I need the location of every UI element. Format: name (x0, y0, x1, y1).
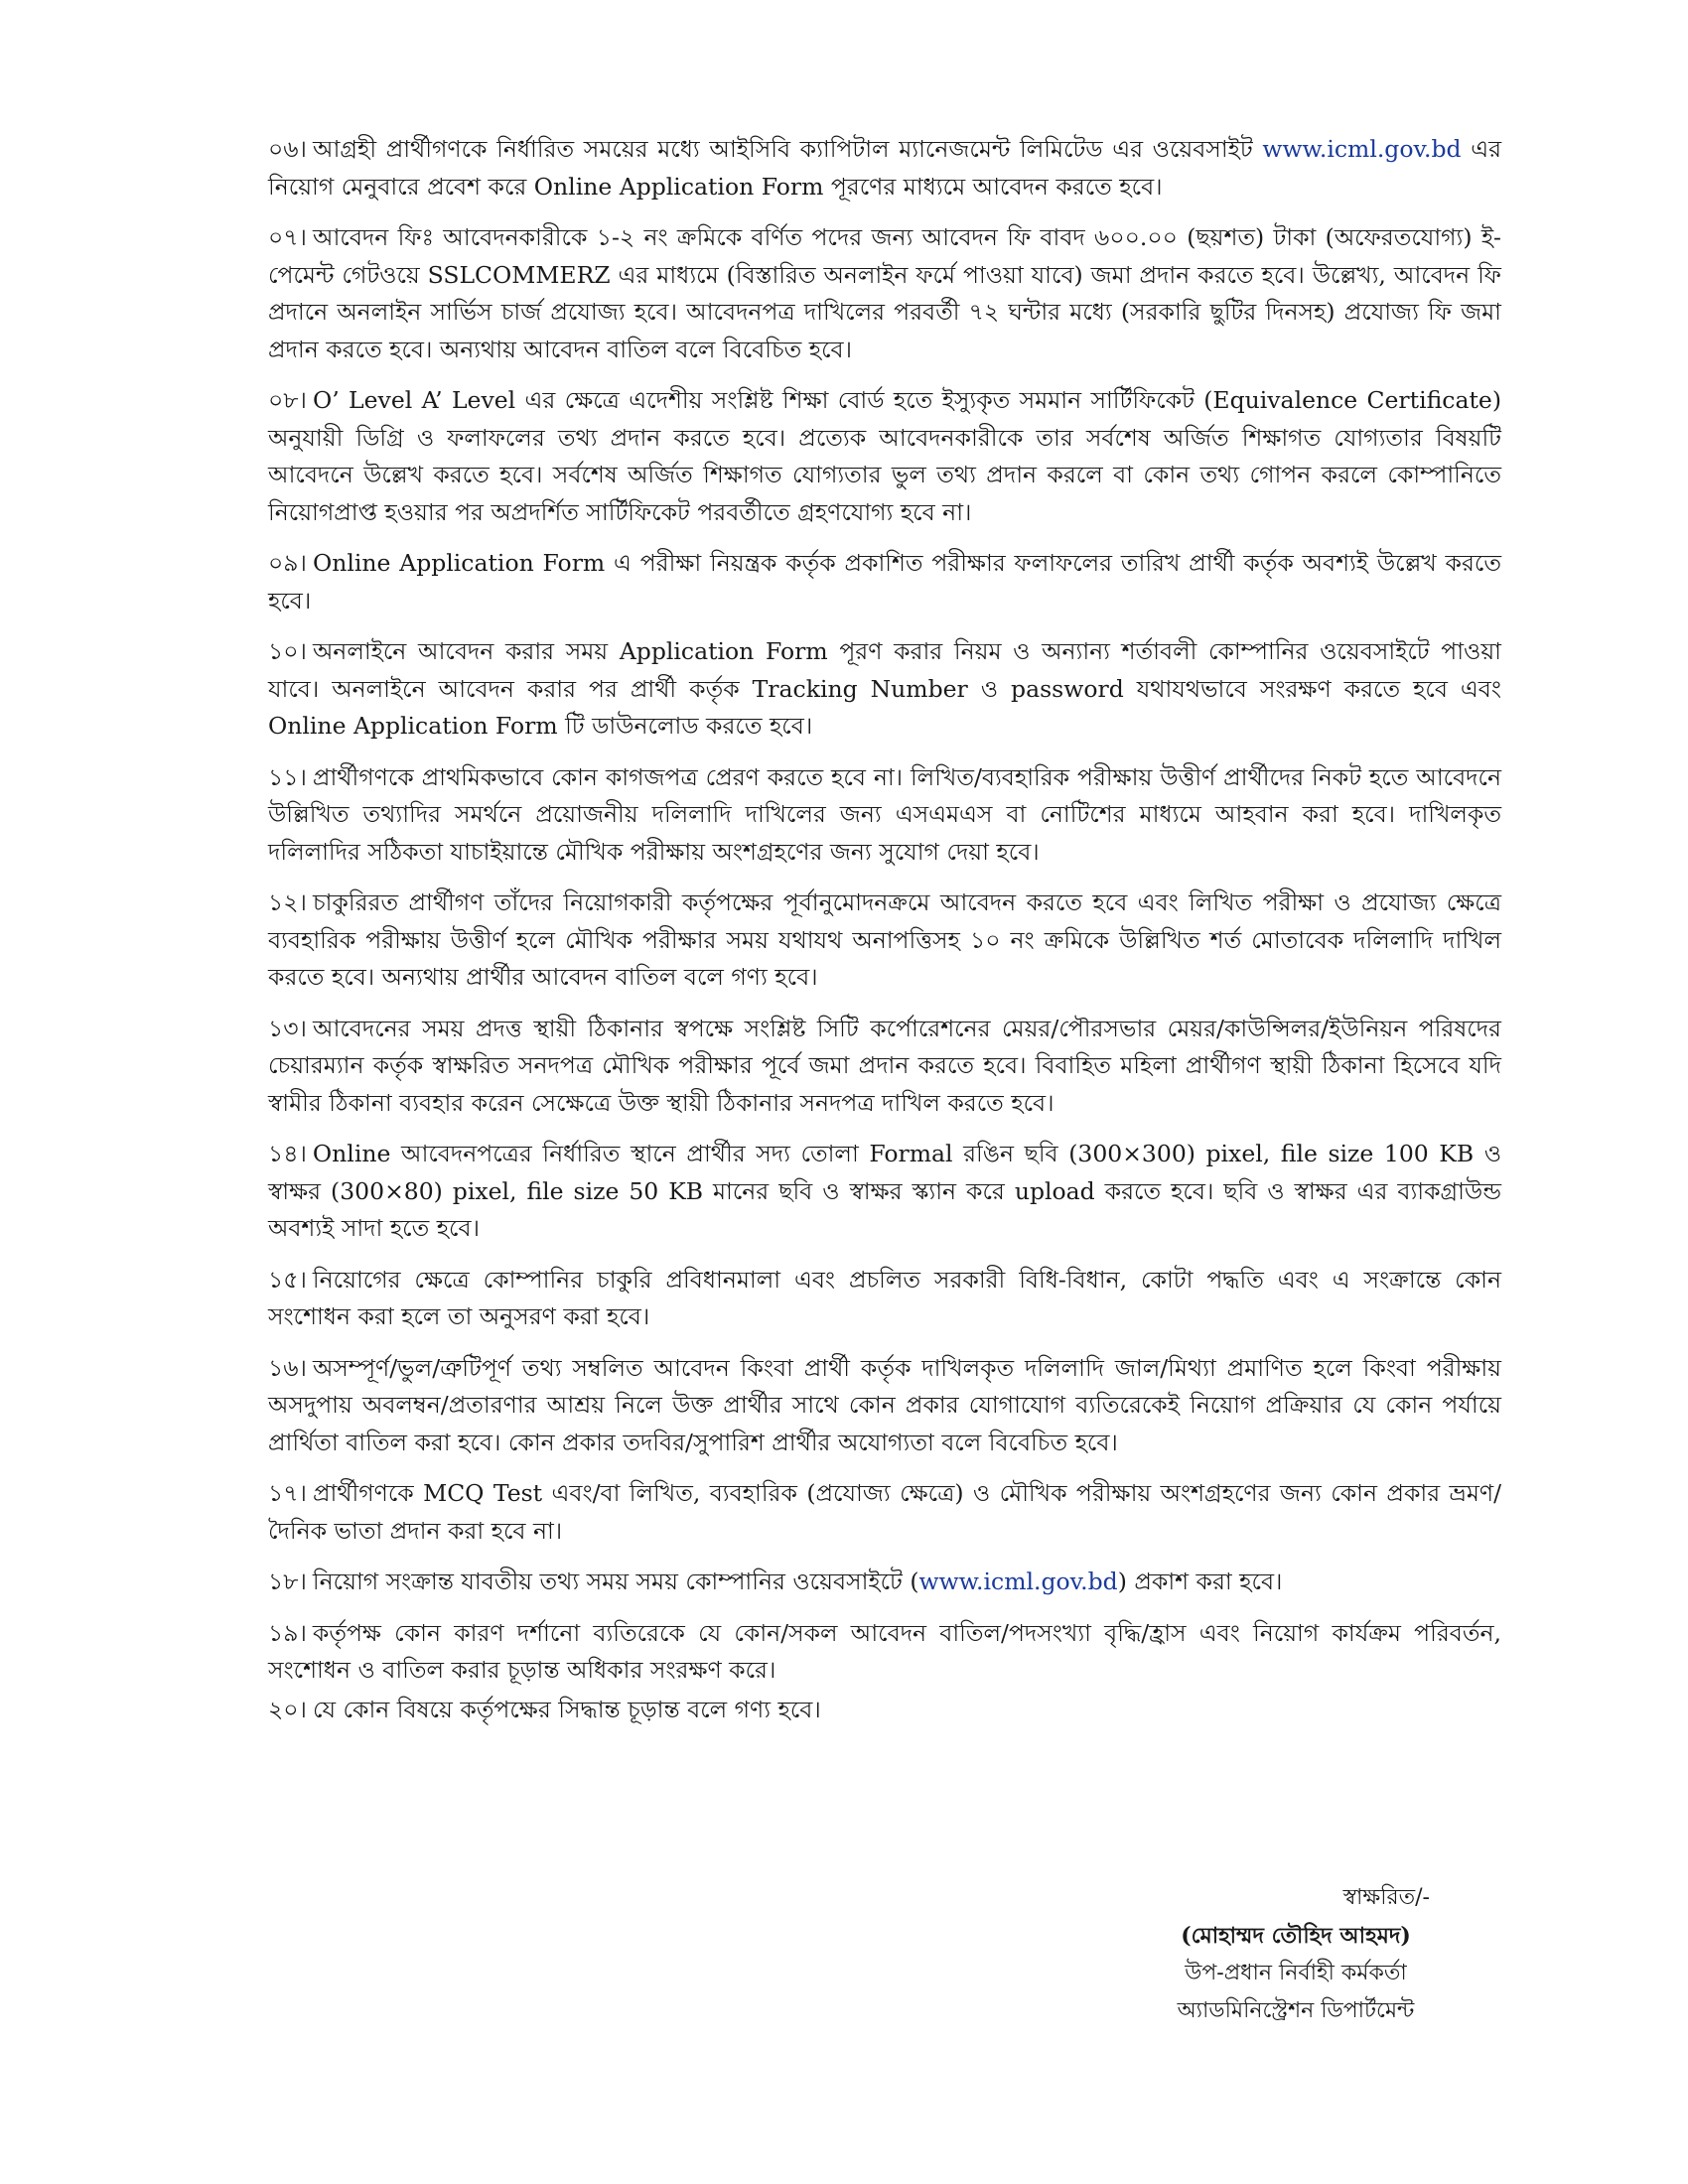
clause-text: নিয়োগের ক্ষেত্রে কোম্পানির চাকুরি প্রবিধানমালা এবং প্রচলিত সরকারী বিধি-বিধান, কোটা পদ্ধতি এবং এ সংক্রান্তে কোন সংশোধন করা হলে তা অনুসরণ করা হবে। (268, 1265, 1501, 1330)
website-link[interactable]: www.icml.gov.bd (918, 1568, 1118, 1595)
clause-number: ১৮। (268, 1568, 307, 1595)
clause-text: যে কোন বিষয়ে কর্তৃপক্ষের সিদ্ধান্ত চূড়ান্ত বলে গণ্য হবে। (312, 1695, 821, 1723)
clause-number: ১৯। (268, 1618, 307, 1647)
clause-15 (268, 1262, 1501, 1336)
clause-text: Online আবেদনপত্রের নির্ধারিত স্থানে প্রার্থীর সদ্য তোলা Formal রঙিন ছবি (300×300) pixel, file size 100 KB ও স্বাক্ষর (300×80) pixel, file size 50 KB মানের ছবি ও স্বাক্ষর স্ক্যান করে upload করতে হবে। ছবি ও স্বাক্ষর এর ব্যাকগ্রাউন্ড অবশ্যই সাদা হতে হবে। (268, 1140, 1501, 1242)
clause-12 (268, 885, 1501, 997)
clause-number: ২০। (268, 1695, 307, 1723)
signature-block (1132, 1879, 1460, 2030)
clause-text: আগ্রহী প্রার্থীগণকে নির্ধারিত সময়ের মধ্যে আইসিবি ক্যাপিটাল ম্যানেজমেন্ট লিমিটেড এর ওয়েবসাইট (312, 135, 1263, 163)
clause-text: নিয়োগ সংক্রান্ত যাবতীয় তথ্য সময় সময় কোম্পানির ওয়েবসাইটে ( (312, 1568, 919, 1595)
clause-19 (268, 1615, 1501, 1690)
document-body (268, 131, 1501, 1728)
clause-text: এর নিয়োগ মেনুবারে প্রবেশ করে Online Application Form পূরণের মাধ্যমে আবেদন করতে হবে। (268, 135, 1501, 201)
clause-number: ১১। (268, 762, 307, 791)
clause-text: Online Application Form এ পরীক্ষা নিয়ন্ত্রক কর্তৃক প্রকাশিত পরীক্ষার ফলাফলের তারিখ প্রার্থী কর্তৃক অবশ্যই উল্লেখ করতে হবে। (268, 549, 1501, 614)
signatory-designation: উপ-প্রধান নির্বাহী কর্মকর্তা (1185, 1961, 1407, 1985)
clause-10 (268, 633, 1501, 746)
clause-18 (268, 1564, 1501, 1601)
clause-number: ১৭। (268, 1479, 307, 1507)
clause-08 (268, 382, 1501, 531)
signatory-name: (মোহাম্মদ তৌহিদ আহমদ) (1181, 1923, 1411, 1949)
clause-text: আবেদন ফিঃ আবেদনকারীকে ১-২ নং ক্রমিকে বর্ণিত পদের জন্য আবেদন ফি বাবদ ৬০০.০০ (ছয়শত) টাকা (অফেরতযোগ্য) ই-পেমেন্ট গেটওয়ে SSLCOMMERZ এর মাধ্যমে (বিস্তারিত অনলাইন ফর্মে পাওয়া যাবে) জমা প্রদান করতে হবে। উল্লেখ্য, আবেদন ফি প্রদানে অনলাইন সার্ভিস চার্জ প্রযোজ্য হবে। আবেদনপত্র দাখিলের পরবর্তী ৭২ ঘন্টার মধ্যে (সরকারি ছুটির দিনসহ) প্রযোজ্য ফি জমা প্রদান করতে হবে। অন্যথায় আবেদন বাতিল বলে বিবেচিত হবে। (268, 223, 1501, 363)
clause-17 (268, 1475, 1501, 1550)
signatory-department: অ্যাডমিনিস্ট্রেশন ডিপার্টমেন্ট (1177, 1998, 1415, 2023)
clause-text: অনলাইনে আবেদন করার সময় Application Form পূরণ করার নিয়ম ও অন্যান্য শর্তাবলী কোম্পানির ওয়েবসাইটে পাওয়া যাবে। অনলাইনে আবেদন করার পর প্রার্থী কর্তৃক Tracking Number ও password যথাযথভাবে সংরক্ষণ করতে হবে এবং Online Application Form টি ডাউনলোড করতে হবে। (268, 637, 1501, 740)
clause-number: ১৫। (268, 1265, 307, 1294)
clause-20 (268, 1692, 1501, 1729)
clause-text: চাকুরিরত প্রার্থীগণ তাঁদের নিয়োগকারী কর্তৃপক্ষের পূর্বানুমোদনক্রমে আবেদন করতে হবে এবং লিখিত পরীক্ষা ও প্রযোজ্য ক্ষেত্রে ব্যবহারিক পরীক্ষায় উত্তীর্ণ হলে মৌখিক পরীক্ষার সময় যথাযথ অনাপত্তিসহ ১০ নং ক্রমিকে উল্লিখিত শর্ত মোতাবেক দলিলাদি দাখিল করতে হবে। অন্যথায় প্রার্থীর আবেদন বাতিল বলে গণ্য হবে। (268, 888, 1501, 991)
clause-13 (268, 1011, 1501, 1123)
clause-text: প্রার্থীগণকে প্রাথমিকভাবে কোন কাগজপত্র প্রেরণ করতে হবে না। লিখিত/ব্যবহারিক পরীক্ষায় উত্তীর্ণ প্রার্থীদের নিকট হতে আবেদনে উল্লিখিত তথ্যাদির সমর্থনে প্রয়োজনীয় দলিলাদি দাখিলের জন্য এসএমএস বা নোটিশের মাধ্যমে আহবান করা হবে। দাখিলকৃত দলিলাদির সঠিকতা যাচাইয়ান্তে মৌখিক পরীক্ষায় অংশগ্রহণের জন্য সুযোগ দেয়া হবে। (268, 762, 1501, 866)
clause-number: ০৮। (268, 386, 307, 414)
clause-number: ১৬। (268, 1353, 307, 1382)
clause-06 (268, 131, 1501, 205)
clause-number: ০৯। (268, 549, 307, 577)
clause-text: ) প্রকাশ করা হবে। (1117, 1568, 1283, 1595)
clause-text: প্রার্থীগণকে MCQ Test এবং/বা লিখিত, ব্যবহারিক (প্রযোজ্য ক্ষেত্রে) ও মৌখিক পরীক্ষায় অংশগ্রহণের জন্য কোন প্রকার ভ্রমণ/দৈনিক ভাতা প্রদান করা হবে না। (268, 1479, 1501, 1545)
clause-text: কর্তৃপক্ষ কোন কারণ দর্শানো ব্যতিরেকে যে কোন/সকল আবেদন বাতিল/পদসংখ্যা বৃদ্ধি/হ্রাস এবং নিয়োগ কার্যক্রম পরিবর্তন, সংশোধন ও বাতিল করার চূড়ান্ত অধিকার সংরক্ষণ করে। (268, 1618, 1501, 1684)
website-link[interactable]: www.icml.gov.bd (1262, 135, 1462, 163)
clause-text: অসম্পূর্ণ/ভুল/ত্রুটিপূর্ণ তথ্য সম্বলিত আবেদন কিংবা প্রার্থী কর্তৃক দাখিলকৃত দলিলাদি জাল/মিথ্যা প্রমাণিত হলে কিংবা পরীক্ষায় অসদুপায় অবলম্বন/প্রতারণার আশ্রয় নিলে উক্ত প্রার্থীর সাথে কোন প্রকার যোগাযোগ ব্যতিরেকেই নিয়োগ প্রক্রিয়ার যে কোন পর্যায়ে প্রার্থিতা বাতিল করা হবে। কোন প্রকার তদবির/সুপারিশ প্রার্থীর অযোগ্যতা বলে বিবেচিত হবে। (268, 1353, 1501, 1456)
clause-16 (268, 1350, 1501, 1462)
clause-11 (268, 759, 1501, 872)
clause-07 (268, 219, 1501, 368)
clause-number: ১৩। (268, 1014, 307, 1042)
clause-09 (268, 545, 1501, 619)
clause-number: ০৭। (268, 223, 307, 251)
clause-number: ১৪। (268, 1140, 307, 1167)
clause-number: ১২। (268, 888, 307, 916)
clause-text: O’ Level A’ Level এর ক্ষেত্রে এদেশীয় সংশ্লিষ্ট শিক্ষা বোর্ড হতে ইস্যুকৃত সমমান সার্টিফিকেট (Equivalence Certificate) অনুযায়ী ডিগ্রি ও ফলাফলের তথ্য প্রদান করতে হবে। প্রত্যেক আবেদনকারীকে তার সর্বশেষ অর্জিত শিক্ষাগত যোগ্যতার বিষয়টি আবেদনে উল্লেখ করতে হবে। সর্বশেষ অর্জিত শিক্ষাগত যোগ্যতার ভুল তথ্য প্রদান করলে বা কোন তথ্য গোপন করলে কোম্পানিতে নিয়োগপ্রাপ্ত হওয়ার পর অপ্রদর্শিত সার্টিফিকেট পরবর্তীতে গ্রহণযোগ্য হবে না। (268, 386, 1501, 526)
clause-text: আবেদনের সময় প্রদত্ত স্থায়ী ঠিকানার স্বপক্ষে সংশ্লিষ্ট সিটি কর্পোরেশনের মেয়র/পৌরসভার মেয়র/কাউন্সিলর/ইউনিয়ন পরিষদের চেয়ারম্যান কর্তৃক স্বাক্ষরিত সনদপত্র মৌখিক পরীক্ষার পূর্বে জমা প্রদান করতে হবে। বিবাহিত মহিলা প্রার্থীগণ স্থায়ী ঠিকানা হিসেবে যদি স্বামীর ঠিকানা ব্যবহার করেন সেক্ষেত্রে উক্ত স্থায়ী ঠিকানার সনদপত্র দাখিল করতে হবে। (268, 1014, 1501, 1117)
clause-number: ১০। (268, 637, 307, 665)
clause-number: ০৬। (268, 135, 307, 163)
clause-14 (268, 1136, 1501, 1248)
signed-label: স্বাক্ষরিত/- (1342, 1885, 1430, 1910)
